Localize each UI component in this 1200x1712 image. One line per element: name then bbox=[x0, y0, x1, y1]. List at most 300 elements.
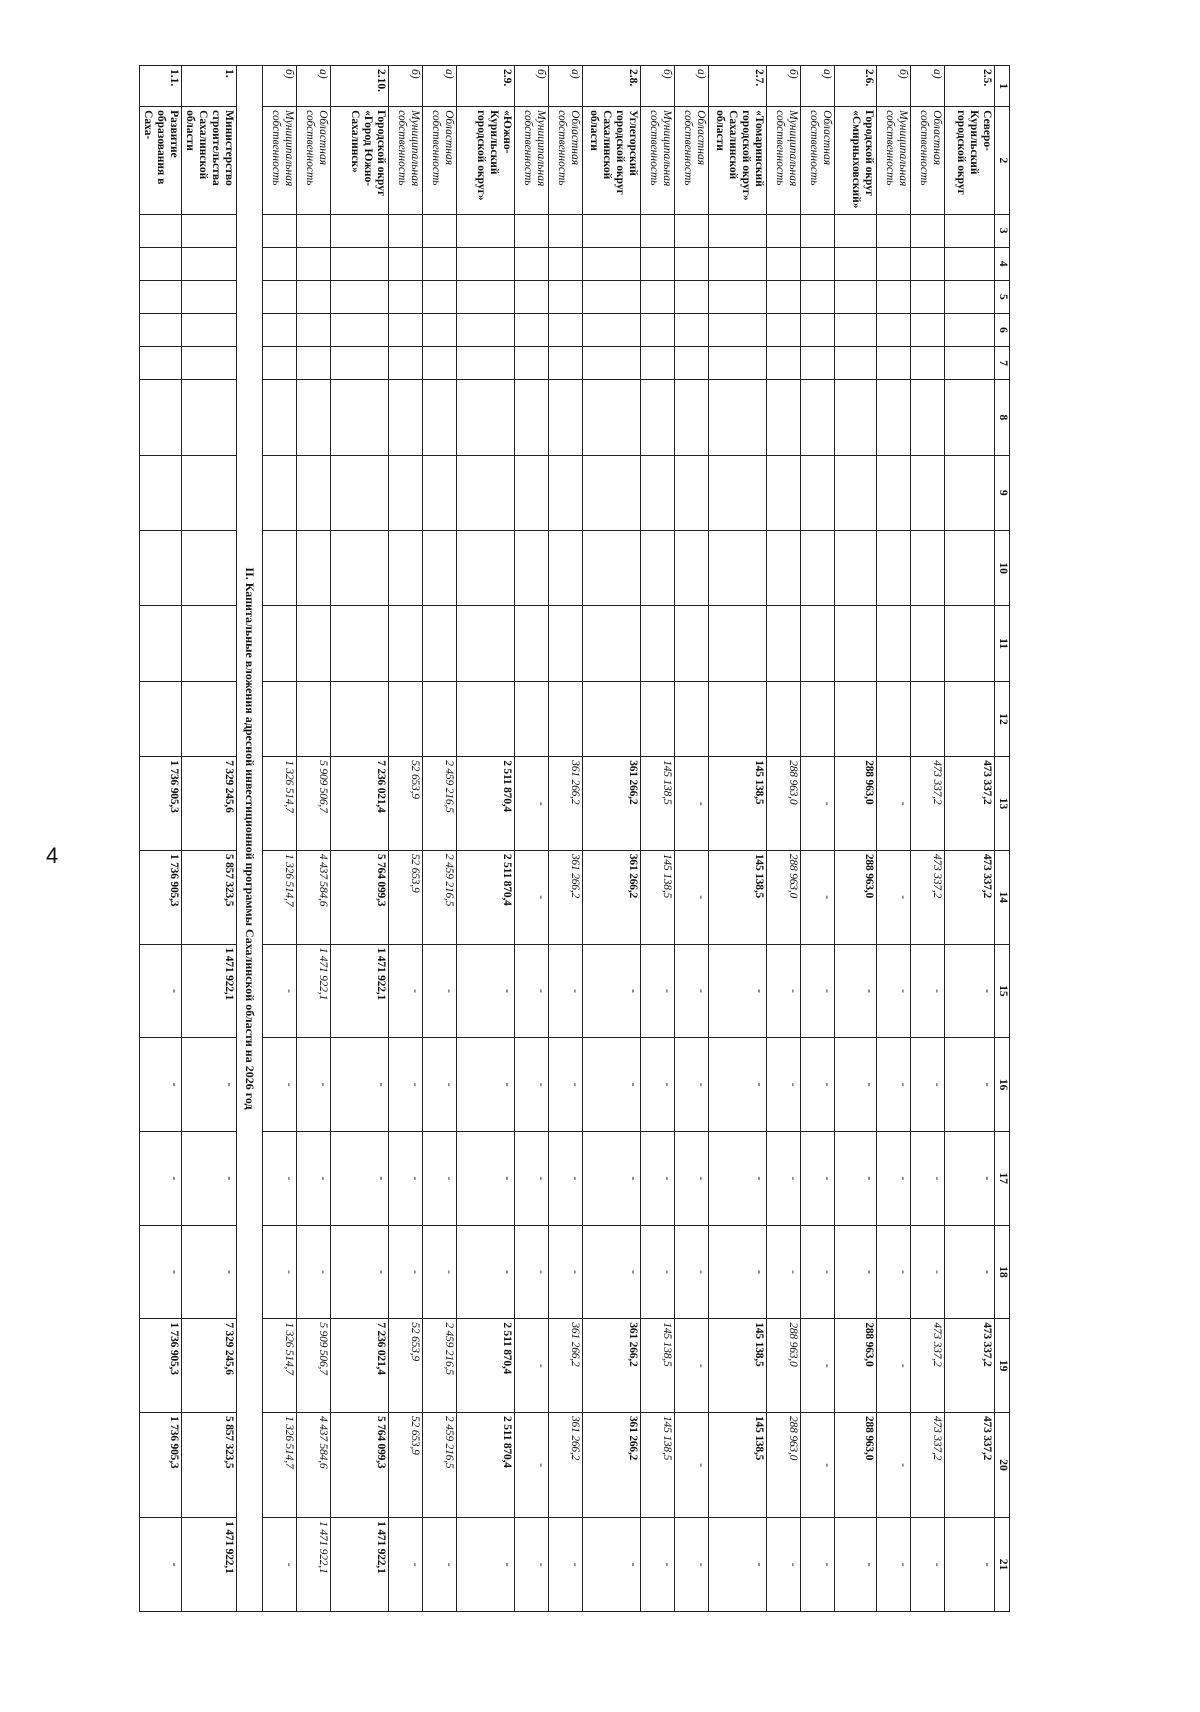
row-name-cell: Министерство строительства Сахалинской области bbox=[182, 107, 237, 214]
value-cell: 145 138,5 bbox=[709, 1413, 767, 1518]
value-cell bbox=[767, 681, 801, 756]
value-cell bbox=[423, 280, 457, 313]
value-cell bbox=[515, 606, 549, 681]
value-cell bbox=[945, 455, 995, 530]
value-cell bbox=[911, 380, 945, 455]
value-cell: 288 963,0 bbox=[767, 850, 801, 944]
value-cell: 288 963,0 bbox=[767, 757, 801, 851]
value-cell bbox=[911, 455, 945, 530]
value-cell bbox=[945, 347, 995, 380]
value-cell bbox=[583, 247, 641, 280]
value-cell bbox=[911, 313, 945, 346]
value-cell: - bbox=[675, 1319, 709, 1413]
row-number-cell: 2.6. bbox=[835, 66, 877, 107]
column-number-row bbox=[995, 66, 1010, 1612]
row-number-cell: б) bbox=[389, 66, 423, 107]
value-cell: 288 963,0 bbox=[767, 1413, 801, 1518]
table-row-ownership bbox=[263, 66, 297, 1612]
value-cell bbox=[457, 347, 515, 380]
value-cell: - bbox=[423, 1225, 457, 1319]
column-number: 13 bbox=[995, 757, 1010, 851]
value-cell bbox=[331, 214, 389, 247]
value-cell bbox=[675, 681, 709, 756]
value-cell bbox=[457, 214, 515, 247]
value-cell bbox=[877, 681, 911, 756]
value-cell: - bbox=[457, 1225, 515, 1319]
row-name-cell: Областная собственность bbox=[423, 107, 457, 214]
value-cell bbox=[457, 455, 515, 530]
value-cell bbox=[583, 214, 641, 247]
value-cell: - bbox=[263, 1131, 297, 1225]
value-cell: - bbox=[583, 944, 641, 1038]
value-cell bbox=[835, 214, 877, 247]
value-cell: 2 459 216,5 bbox=[423, 1413, 457, 1518]
value-cell: 7 329 245,6 bbox=[182, 757, 237, 851]
value-cell bbox=[835, 313, 877, 346]
row-name-cell: «Южно-Курильский городской округ» bbox=[457, 107, 515, 214]
value-cell bbox=[709, 247, 767, 280]
table-row-ownership bbox=[297, 66, 331, 1612]
value-cell: - bbox=[263, 1225, 297, 1319]
value-cell bbox=[140, 380, 182, 455]
value-cell: 1 326 514,7 bbox=[263, 850, 297, 944]
row-name-cell: Областная собственность bbox=[297, 107, 331, 214]
value-cell: - bbox=[423, 1038, 457, 1132]
value-cell bbox=[423, 455, 457, 530]
value-cell bbox=[877, 455, 911, 530]
column-number: 2 bbox=[995, 107, 1010, 214]
value-cell bbox=[263, 380, 297, 455]
value-cell: 1 471 922,1 bbox=[182, 1518, 237, 1612]
value-cell bbox=[457, 247, 515, 280]
value-cell bbox=[801, 455, 835, 530]
value-cell: - bbox=[389, 1225, 423, 1319]
value-cell bbox=[877, 347, 911, 380]
column-number: 21 bbox=[995, 1518, 1010, 1612]
value-cell: 7 236 021,4 bbox=[331, 1319, 389, 1413]
value-cell bbox=[709, 530, 767, 605]
value-cell bbox=[549, 313, 583, 346]
value-cell bbox=[140, 455, 182, 530]
value-cell: 1 326 514,7 bbox=[263, 1319, 297, 1413]
value-cell: 52 653,9 bbox=[389, 757, 423, 851]
column-number: 20 bbox=[995, 1413, 1010, 1518]
value-cell: - bbox=[675, 1225, 709, 1319]
value-cell bbox=[675, 214, 709, 247]
value-cell: - bbox=[641, 1131, 675, 1225]
value-cell: - bbox=[515, 1038, 549, 1132]
value-cell: - bbox=[182, 1131, 237, 1225]
column-number: 7 bbox=[995, 347, 1010, 380]
value-cell: 1 736 905,3 bbox=[140, 757, 182, 851]
value-cell bbox=[767, 214, 801, 247]
value-cell: - bbox=[583, 1225, 641, 1319]
value-cell: - bbox=[457, 1131, 515, 1225]
table-row-entity bbox=[140, 66, 182, 1612]
value-cell bbox=[835, 681, 877, 756]
value-cell bbox=[182, 681, 237, 756]
value-cell: - bbox=[911, 1518, 945, 1612]
value-cell: - bbox=[709, 1225, 767, 1319]
value-cell bbox=[515, 681, 549, 756]
value-cell: 1 471 922,1 bbox=[331, 1518, 389, 1612]
value-cell: - bbox=[583, 1518, 641, 1612]
value-cell bbox=[877, 530, 911, 605]
table-row-entity bbox=[835, 66, 877, 1612]
value-cell bbox=[389, 214, 423, 247]
table-row-ownership bbox=[675, 66, 709, 1612]
table-row-entity bbox=[945, 66, 995, 1612]
table-row-entity bbox=[583, 66, 641, 1612]
column-number: 18 bbox=[995, 1225, 1010, 1319]
value-cell: 473 337,2 bbox=[911, 757, 945, 851]
value-cell bbox=[297, 606, 331, 681]
row-name-cell: Муниципальная собственность bbox=[641, 107, 675, 214]
value-cell: 2 511 870,4 bbox=[457, 1319, 515, 1413]
value-cell: - bbox=[767, 1225, 801, 1319]
value-cell bbox=[263, 681, 297, 756]
value-cell bbox=[945, 313, 995, 346]
value-cell: 2 459 216,5 bbox=[423, 757, 457, 851]
value-cell bbox=[583, 455, 641, 530]
section-title: II. Капитальные вложения адресной инвестиционной программы Сахалинской области на 2026 год bbox=[237, 66, 263, 1612]
value-cell bbox=[140, 681, 182, 756]
value-cell: 361 266,2 bbox=[549, 1319, 583, 1413]
value-cell bbox=[331, 313, 389, 346]
value-cell: 361 266,2 bbox=[583, 1413, 641, 1518]
value-cell: - bbox=[389, 1518, 423, 1612]
column-number: 19 bbox=[995, 1319, 1010, 1413]
row-name-cell: Северо-Курильский городской округ bbox=[945, 107, 995, 214]
value-cell bbox=[297, 380, 331, 455]
value-cell bbox=[911, 681, 945, 756]
row-number-cell: а) bbox=[911, 66, 945, 107]
value-cell bbox=[709, 214, 767, 247]
value-cell bbox=[945, 380, 995, 455]
value-cell: 145 138,5 bbox=[641, 757, 675, 851]
value-cell bbox=[877, 380, 911, 455]
value-cell bbox=[911, 347, 945, 380]
value-cell: 473 337,2 bbox=[945, 850, 995, 944]
value-cell: - bbox=[583, 1131, 641, 1225]
value-cell: - bbox=[549, 1038, 583, 1132]
value-cell bbox=[297, 455, 331, 530]
value-cell: - bbox=[801, 944, 835, 1038]
value-cell bbox=[767, 347, 801, 380]
value-cell bbox=[549, 455, 583, 530]
value-cell bbox=[423, 214, 457, 247]
value-cell bbox=[140, 347, 182, 380]
value-cell: - bbox=[709, 944, 767, 1038]
value-cell bbox=[263, 530, 297, 605]
value-cell bbox=[140, 280, 182, 313]
value-cell: - bbox=[549, 1225, 583, 1319]
row-name-cell: Областная собственность bbox=[911, 107, 945, 214]
row-name-cell: Муниципальная собственность bbox=[877, 107, 911, 214]
value-cell: - bbox=[675, 1038, 709, 1132]
table-row-entity bbox=[709, 66, 767, 1612]
value-cell bbox=[140, 214, 182, 247]
value-cell bbox=[182, 380, 237, 455]
value-cell: 1 736 905,3 bbox=[140, 1413, 182, 1518]
value-cell: - bbox=[877, 757, 911, 851]
value-cell bbox=[182, 313, 237, 346]
value-cell bbox=[641, 606, 675, 681]
value-cell bbox=[877, 247, 911, 280]
value-cell bbox=[457, 280, 515, 313]
value-cell bbox=[801, 530, 835, 605]
value-cell bbox=[297, 280, 331, 313]
value-cell bbox=[549, 214, 583, 247]
value-cell bbox=[263, 606, 297, 681]
value-cell: - bbox=[709, 1518, 767, 1612]
value-cell bbox=[549, 530, 583, 605]
value-cell: 1 471 922,1 bbox=[331, 944, 389, 1038]
value-cell: - bbox=[583, 1038, 641, 1132]
value-cell bbox=[835, 530, 877, 605]
value-cell: 5 764 099,3 bbox=[331, 850, 389, 944]
value-cell: - bbox=[767, 944, 801, 1038]
value-cell bbox=[263, 347, 297, 380]
row-name-cell: Углегорский городской округ Сахалинской области bbox=[583, 107, 641, 214]
value-cell bbox=[641, 214, 675, 247]
value-cell bbox=[709, 280, 767, 313]
value-cell: 145 138,5 bbox=[709, 757, 767, 851]
value-cell: 2 459 216,5 bbox=[423, 1319, 457, 1413]
value-cell bbox=[911, 280, 945, 313]
row-name-cell: Муниципальная собственность bbox=[767, 107, 801, 214]
value-cell bbox=[515, 380, 549, 455]
row-number-cell: 2.9. bbox=[457, 66, 515, 107]
investment-table bbox=[139, 65, 1010, 1612]
value-cell bbox=[675, 347, 709, 380]
value-cell: 2 511 870,4 bbox=[457, 1413, 515, 1518]
value-cell bbox=[423, 380, 457, 455]
column-number: 6 bbox=[995, 313, 1010, 346]
value-cell bbox=[263, 280, 297, 313]
value-cell bbox=[515, 280, 549, 313]
value-cell bbox=[675, 380, 709, 455]
value-cell: - bbox=[945, 944, 995, 1038]
value-cell bbox=[389, 380, 423, 455]
value-cell: - bbox=[515, 1131, 549, 1225]
value-cell: 361 266,2 bbox=[549, 1413, 583, 1518]
value-cell bbox=[709, 455, 767, 530]
table-row-ownership bbox=[801, 66, 835, 1612]
value-cell: - bbox=[877, 944, 911, 1038]
table-row-ownership bbox=[767, 66, 801, 1612]
table-row-ownership bbox=[389, 66, 423, 1612]
value-cell: 145 138,5 bbox=[641, 1319, 675, 1413]
value-cell: 361 266,2 bbox=[583, 850, 641, 944]
value-cell: - bbox=[331, 1131, 389, 1225]
table-row-ownership bbox=[549, 66, 583, 1612]
row-number-cell: б) bbox=[263, 66, 297, 107]
row-name-cell: Муниципальная собственность bbox=[389, 107, 423, 214]
value-cell: - bbox=[767, 1038, 801, 1132]
value-cell: - bbox=[801, 850, 835, 944]
value-cell bbox=[389, 606, 423, 681]
value-cell bbox=[457, 380, 515, 455]
row-name-cell: Городской округ «Смирныховский» bbox=[835, 107, 877, 214]
row-number-cell: б) bbox=[767, 66, 801, 107]
value-cell: - bbox=[835, 1038, 877, 1132]
value-cell: - bbox=[457, 1038, 515, 1132]
value-cell bbox=[877, 606, 911, 681]
row-name-cell: Развитие образования в Саха- bbox=[140, 107, 182, 214]
column-number: 3 bbox=[995, 214, 1010, 247]
value-cell bbox=[583, 681, 641, 756]
value-cell bbox=[297, 214, 331, 247]
value-cell: 5 909 506,7 bbox=[297, 1319, 331, 1413]
value-cell bbox=[423, 606, 457, 681]
value-cell bbox=[801, 280, 835, 313]
table-row-entity bbox=[182, 66, 237, 1612]
value-cell: - bbox=[835, 944, 877, 1038]
value-cell: - bbox=[297, 1131, 331, 1225]
value-cell bbox=[331, 530, 389, 605]
value-cell: - bbox=[182, 1038, 237, 1132]
value-cell bbox=[140, 530, 182, 605]
value-cell bbox=[767, 313, 801, 346]
value-cell: 473 337,2 bbox=[911, 1413, 945, 1518]
value-cell bbox=[945, 530, 995, 605]
value-cell: - bbox=[297, 1038, 331, 1132]
value-cell: - bbox=[389, 1038, 423, 1132]
value-cell: - bbox=[801, 1038, 835, 1132]
value-cell bbox=[675, 313, 709, 346]
value-cell bbox=[389, 455, 423, 530]
row-number-cell: б) bbox=[641, 66, 675, 107]
value-cell: 2 511 870,4 bbox=[457, 757, 515, 851]
value-cell bbox=[675, 530, 709, 605]
row-name-cell: Муниципальная собственность bbox=[515, 107, 549, 214]
value-cell bbox=[801, 681, 835, 756]
value-cell: - bbox=[945, 1225, 995, 1319]
value-cell bbox=[389, 347, 423, 380]
value-cell bbox=[911, 530, 945, 605]
value-cell bbox=[515, 530, 549, 605]
row-number-cell: а) bbox=[549, 66, 583, 107]
value-cell bbox=[835, 280, 877, 313]
value-cell: - bbox=[515, 1319, 549, 1413]
value-cell bbox=[583, 280, 641, 313]
value-cell bbox=[389, 313, 423, 346]
column-number: 16 bbox=[995, 1038, 1010, 1132]
table-row-ownership bbox=[911, 66, 945, 1612]
value-cell bbox=[515, 313, 549, 346]
value-cell: - bbox=[877, 850, 911, 944]
value-cell bbox=[182, 606, 237, 681]
value-cell bbox=[641, 247, 675, 280]
value-cell bbox=[549, 280, 583, 313]
row-number-cell: б) bbox=[877, 66, 911, 107]
value-cell bbox=[877, 280, 911, 313]
value-cell: 1 736 905,3 bbox=[140, 850, 182, 944]
value-cell bbox=[515, 455, 549, 530]
value-cell bbox=[835, 347, 877, 380]
value-cell: - bbox=[835, 1518, 877, 1612]
value-cell: - bbox=[877, 1319, 911, 1413]
value-cell: - bbox=[515, 1225, 549, 1319]
value-cell: 52 653,9 bbox=[389, 1413, 423, 1518]
value-cell: - bbox=[140, 944, 182, 1038]
row-name-cell: Городской округ «Город Южно-Сахалинск» bbox=[331, 107, 389, 214]
value-cell bbox=[389, 530, 423, 605]
value-cell: 5 857 323,5 bbox=[182, 850, 237, 944]
value-cell bbox=[945, 214, 995, 247]
value-cell bbox=[583, 313, 641, 346]
row-number-cell: 2.8. bbox=[583, 66, 641, 107]
value-cell bbox=[297, 247, 331, 280]
value-cell: 52 653,9 bbox=[389, 1319, 423, 1413]
value-cell: 145 138,5 bbox=[709, 850, 767, 944]
value-cell: - bbox=[801, 1413, 835, 1518]
value-cell: - bbox=[835, 1225, 877, 1319]
value-cell: - bbox=[389, 944, 423, 1038]
value-cell bbox=[423, 530, 457, 605]
value-cell: - bbox=[709, 1038, 767, 1132]
value-cell: - bbox=[801, 757, 835, 851]
value-cell: - bbox=[675, 1131, 709, 1225]
value-cell bbox=[835, 606, 877, 681]
value-cell bbox=[945, 280, 995, 313]
value-cell: 5 909 506,7 bbox=[297, 757, 331, 851]
column-number: 1 bbox=[995, 66, 1010, 107]
value-cell: 473 337,2 bbox=[911, 850, 945, 944]
value-cell: 1 326 514,7 bbox=[263, 757, 297, 851]
value-cell bbox=[675, 247, 709, 280]
value-cell bbox=[835, 247, 877, 280]
value-cell bbox=[945, 606, 995, 681]
value-cell bbox=[389, 247, 423, 280]
value-cell bbox=[911, 247, 945, 280]
value-cell: 2 459 216,5 bbox=[423, 850, 457, 944]
value-cell: - bbox=[945, 1038, 995, 1132]
value-cell: - bbox=[515, 944, 549, 1038]
value-cell bbox=[331, 347, 389, 380]
value-cell: - bbox=[140, 1038, 182, 1132]
value-cell bbox=[515, 247, 549, 280]
value-cell: - bbox=[515, 850, 549, 944]
value-cell bbox=[767, 380, 801, 455]
value-cell bbox=[767, 606, 801, 681]
value-cell bbox=[423, 347, 457, 380]
value-cell: - bbox=[801, 1225, 835, 1319]
value-cell: 1 736 905,3 bbox=[140, 1319, 182, 1413]
value-cell: - bbox=[549, 1131, 583, 1225]
value-cell: - bbox=[457, 1518, 515, 1612]
value-cell: - bbox=[423, 1518, 457, 1612]
value-cell: - bbox=[641, 1038, 675, 1132]
value-cell: - bbox=[457, 944, 515, 1038]
value-cell: - bbox=[140, 1225, 182, 1319]
value-cell bbox=[457, 313, 515, 346]
value-cell: - bbox=[911, 1038, 945, 1132]
table-row-ownership bbox=[877, 66, 911, 1612]
value-cell bbox=[801, 380, 835, 455]
value-cell bbox=[423, 313, 457, 346]
value-cell bbox=[709, 606, 767, 681]
value-cell bbox=[767, 455, 801, 530]
value-cell bbox=[549, 681, 583, 756]
value-cell: - bbox=[801, 1319, 835, 1413]
value-cell: - bbox=[263, 944, 297, 1038]
value-cell: 4 437 584,6 bbox=[297, 850, 331, 944]
value-cell: - bbox=[675, 1518, 709, 1612]
value-cell bbox=[641, 530, 675, 605]
row-name-cell: Областная собственность bbox=[549, 107, 583, 214]
